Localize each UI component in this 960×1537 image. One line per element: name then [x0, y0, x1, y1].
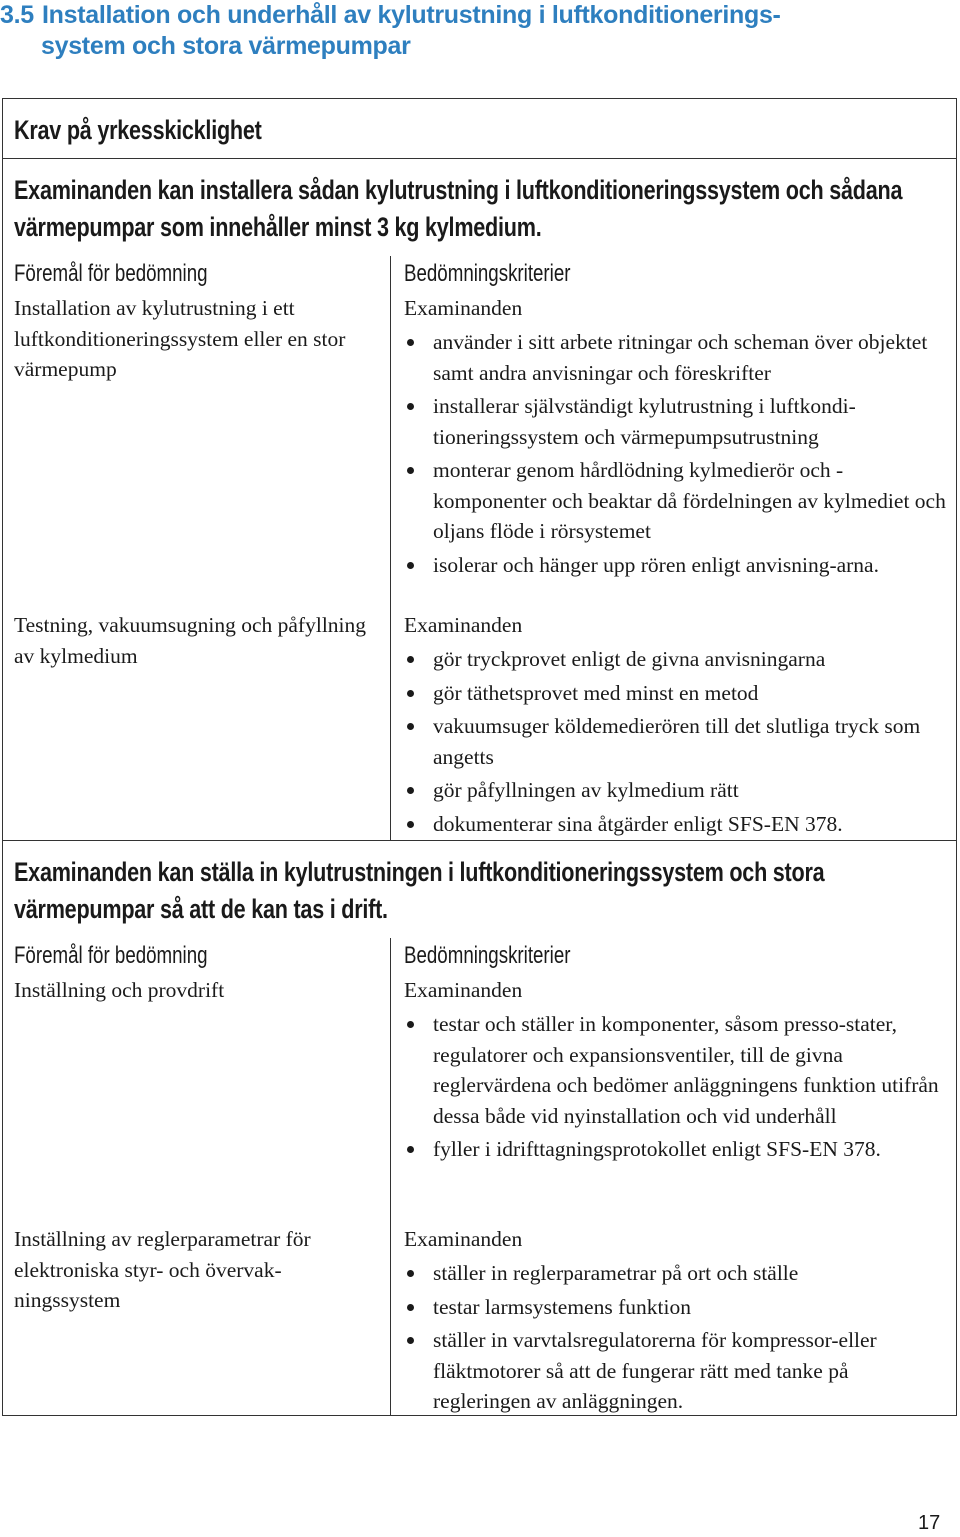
criteria-item: testar larmsystemens funktion — [404, 1292, 949, 1323]
criteria-list — [404, 1258, 949, 1420]
criteria-item: vakuumsuger köldemedierören till det slutliga tryck som angetts — [404, 711, 949, 772]
criteria-item: gör täthetsprovet med minst en metod — [404, 678, 949, 709]
section-title-line1: Installation och underhåll av kylutrustning i luftkonditionerings- — [42, 1, 781, 29]
condition-line: värmepumpar som innehåller minst 3 kg kylmedium. — [14, 212, 542, 242]
criteria-item: gör tryckprovet enligt de givna anvisningarna — [404, 644, 949, 675]
table-divider — [2, 158, 957, 159]
criteria-item: ställer in reglerparametrar på ort och ställe — [404, 1258, 949, 1289]
assessment-target: Testning, vakuumsugning och påfyllning av kylmedium — [14, 613, 367, 668]
page-number: 17 — [918, 1512, 941, 1534]
condition-line: Examinanden kan installera sådan kylutrustning i luftkonditioneringssystem och sådana — [14, 175, 903, 205]
criteria-item: gör påfyllningen av kylmedium rätt — [404, 775, 949, 806]
criteria-item: installerar självständigt kylutrustning i luftkondi-tioneringssystem och värmepumpsutrustning — [404, 391, 949, 452]
column-header-target: Föremål för bedömning — [14, 942, 208, 969]
requirement-title: Krav på yrkesskicklighet — [14, 115, 262, 145]
criteria-list — [404, 327, 949, 583]
criteria-item: använder i sitt arbete ritningar och scheman över objektet samt andra anvisningar och föreskrifter — [404, 327, 949, 388]
condition-line: Examinanden kan ställa in kylutrustningen i luftkonditioneringssystem och stora — [14, 857, 825, 887]
criteria-intro: Examinanden — [404, 296, 523, 320]
assessment-target: Inställning och provdrift — [14, 978, 225, 1002]
criteria-item: ställer in varvtalsregulatorerna för kompressor-eller fläktmotorer så att de fungerar rätt med tanke på regleringen av anläggningen. — [404, 1325, 949, 1417]
column-divider — [390, 938, 391, 1416]
assessment-target: Inställning av reglerparametrar för elektroniska styr- och övervak-ningssystem — [14, 1227, 311, 1312]
criteria-intro: Examinanden — [404, 613, 523, 637]
section-title-line2: system och stora värmepumpar — [41, 32, 411, 60]
criteria-item: isolerar och hänger upp rören enligt anvisning-arna. — [404, 550, 949, 581]
section-number: 3.5 — [0, 1, 34, 29]
assessment-target: Installation av kylutrustning i ett luftkonditioneringssystem eller en stor värmepump — [14, 296, 346, 381]
criteria-list — [404, 1009, 949, 1168]
criteria-list — [404, 644, 949, 842]
section-heading — [0, 0, 940, 62]
criteria-item: monterar genom hårdlödning kylmedierör och -komponenter och beaktar då fördelningen av kylmediet och oljans flöde i rörsystemet — [404, 455, 949, 547]
criteria-item: testar och ställer in komponenter, såsom presso-stater, regulatorer och expansionsventiler, till de givna reglervärdena och bedömer anläggningens funktion utifrån dessa både vid nyinstallation och vid underhåll — [404, 1009, 949, 1131]
column-divider — [390, 256, 391, 840]
condition-line: värmepumpar så att de kan tas i drift. — [14, 894, 388, 924]
criteria-item: dokumenterar sina åtgärder enligt SFS-EN 378. — [404, 809, 949, 840]
criteria-intro: Examinanden — [404, 978, 523, 1002]
column-header-criteria: Bedömningskriterier — [404, 942, 571, 969]
criteria-item: fyller i idrifttagningsprotokollet enligt SFS-EN 378. — [404, 1134, 949, 1165]
column-header-criteria: Bedömningskriterier — [404, 260, 571, 287]
criteria-intro: Examinanden — [404, 1227, 523, 1251]
column-header-target: Föremål för bedömning — [14, 260, 208, 287]
